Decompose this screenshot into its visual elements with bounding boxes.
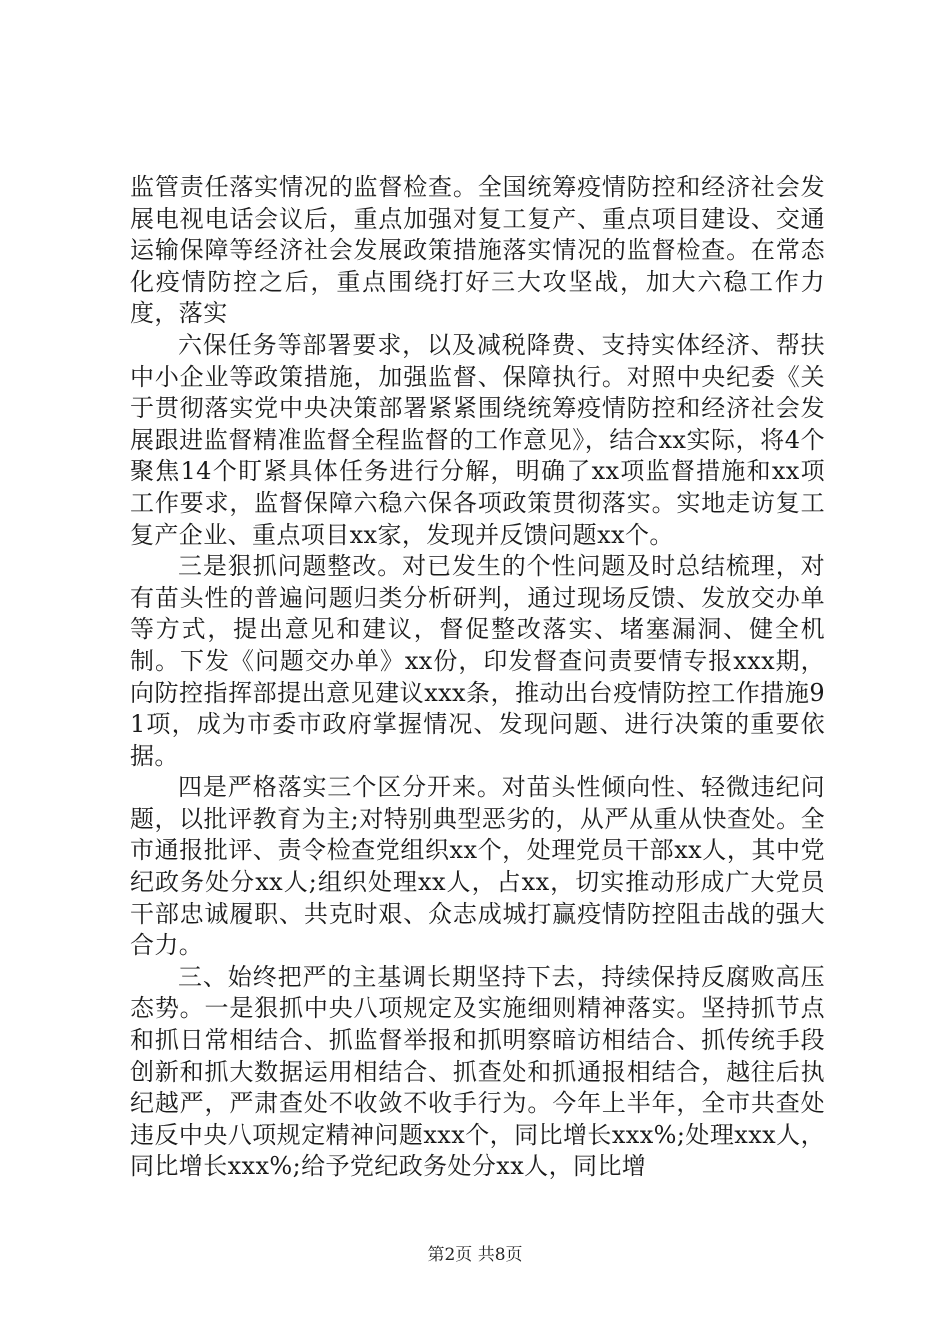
paragraph: 三、始终把严的主基调长期坚持下去，持续保持反腐败高压态势。一是狠抓中央八项规定及实施细则精神落实。坚持抓节点和抓日常相结合、抓监督举报和抓明察暗访相结合、抓传统手段创新和抓大数据运用相结合、抓查处和抓通报相结合，越往后执纪越严，严肃查处不收敛不收手行为。今年上半年，全市共查处违反中央八项规定精神问题xxx个，同比增长xxx%;处理xxx人，同比增长xxx%;给予党纪政务处分xx人，同比增	[130, 962, 825, 1181]
paragraph: 四是严格落实三个区分开来。对苗头性倾向性、轻微违纪问题，以批评教育为主;对特别典型恶劣的，从严从重从快查处。全市通报批评、责令检查党组织xx个，处理党员干部xx人，其中党纪政务处分xx人;组织处理xx人，占xx，切实推动形成广大党员干部忠诚履职、共克时艰、众志成城打赢疫情防控阻击战的强大合力。	[130, 773, 825, 960]
paragraph-continued: 监管责任落实情况的监督检查。全国统筹疫情防控和经济社会发展电视电话会议后，重点加强对复工复产、重点项目建设、交通运输保障等经济社会发展政策措施落实情况的监督检查。在常态化疫情防控之后，重点围绕打好三大攻坚战，加大六稳工作力度，落实	[130, 173, 825, 328]
document-body	[130, 172, 825, 1183]
paragraph: 六保任务等部署要求，以及减税降费、支持实体经济、帮扶中小企业等政策措施，加强监督、保障执行。对照中央纪委《关于贯彻落实党中央决策部署紧紧围绕统筹疫情防控和经济社会发展跟进监督精准监督全程监督的工作意见》，结合xx实际，将4个聚焦14个盯紧具体任务进行分解，明确了xx项监督措施和xx项工作要求，监督保障六稳六保各项政策贯彻落实。实地走访复工复产企业、重点项目xx家，发现并反馈问题xx个。	[130, 330, 825, 549]
page-number-footer: 第2页 共8页	[427, 1245, 523, 1265]
paragraph: 三是狠抓问题整改。对已发生的个性问题及时总结梳理，对有苗头性的普遍问题归类分析研判，通过现场反馈、发放交办单等方式，提出意见和建议，督促整改落实、堵塞漏洞、健全机制。下发《问题交办单》xx份，印发督查问责要情专报xxx期，向防控指挥部提出意见建议xxx条，推动出台疫情防控工作措施91项，成为市委市政府掌握情况、发现问题、进行决策的重要依据。	[130, 552, 825, 770]
